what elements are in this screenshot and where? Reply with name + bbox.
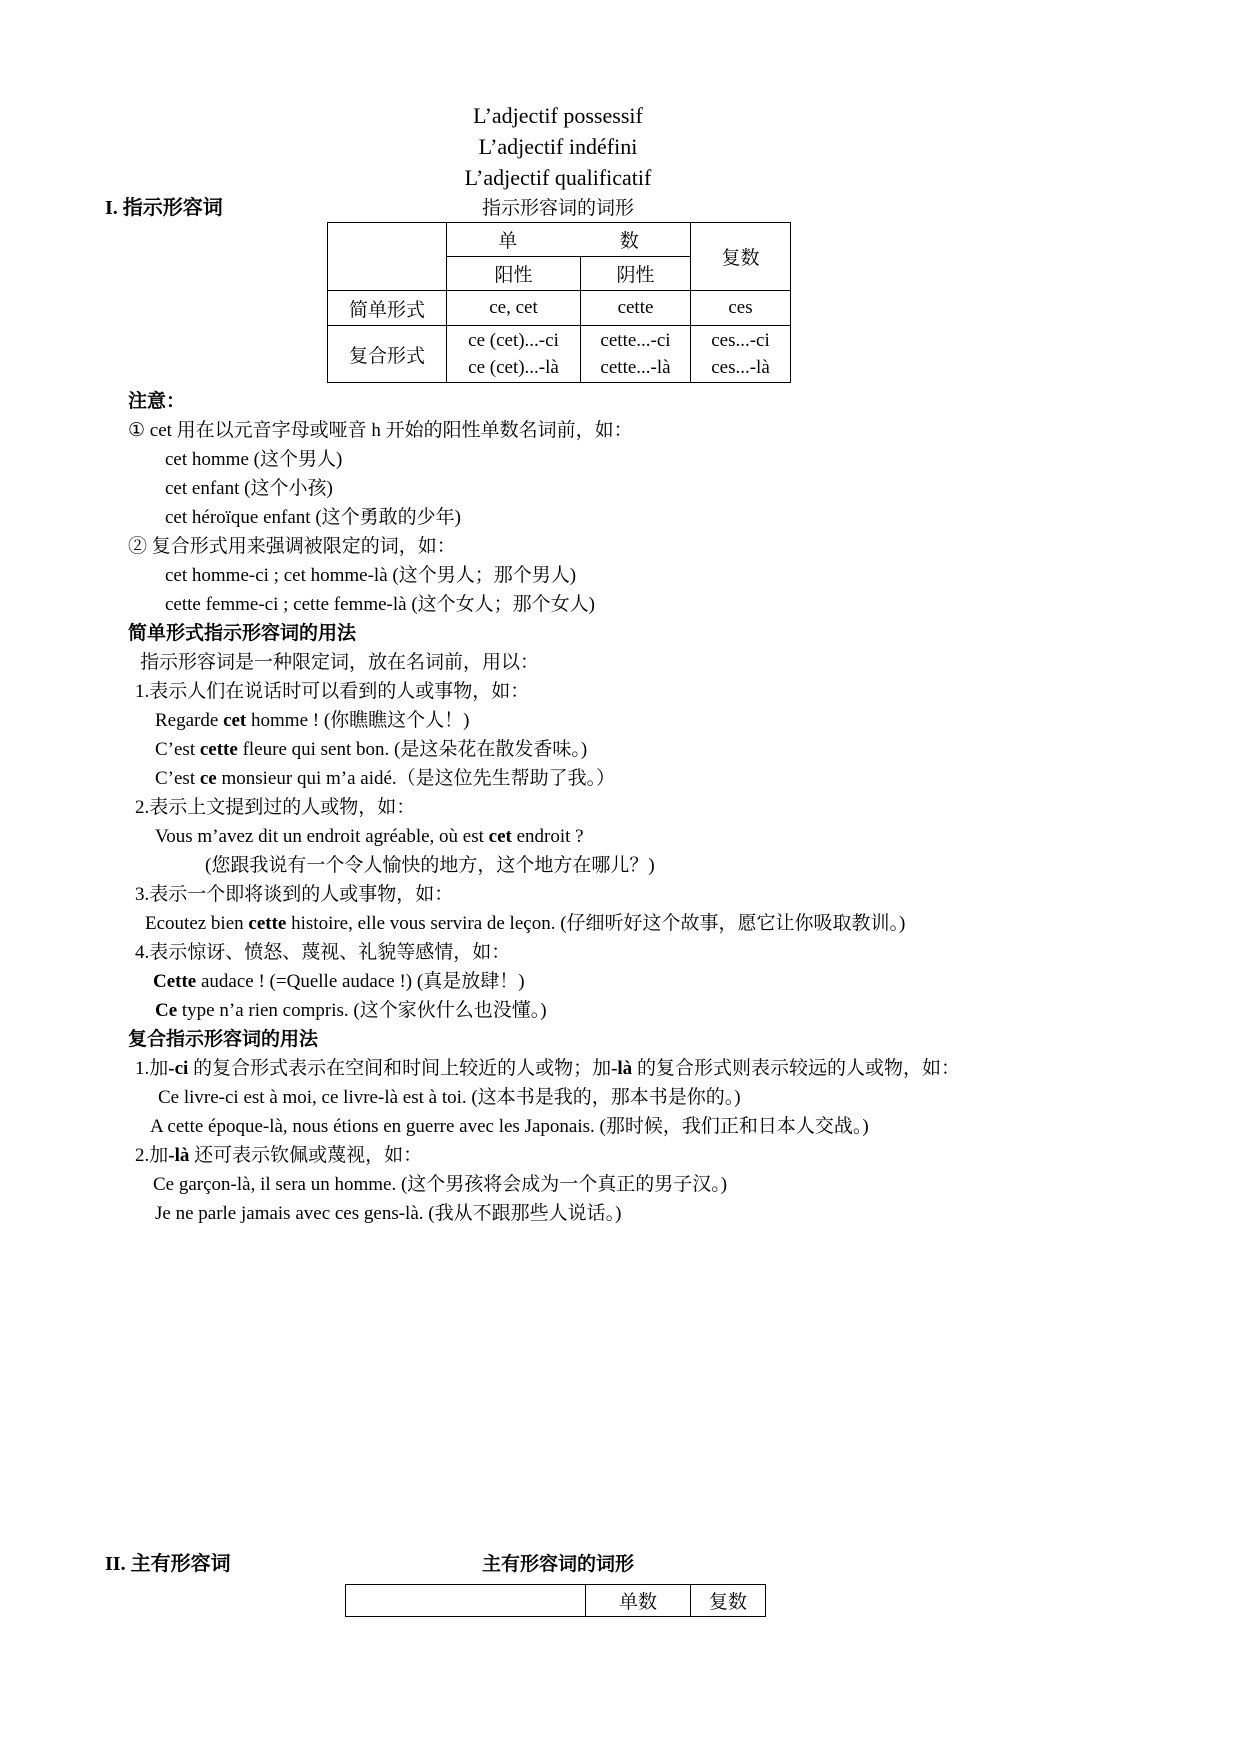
section1-heading: I. 指示形容词	[105, 197, 223, 219]
table1-plural-header: 复数	[691, 223, 791, 291]
bold-run: -là	[611, 1058, 633, 1079]
text-line	[105, 1025, 1241, 1054]
bold-run: -ci	[168, 1058, 189, 1079]
text-line	[105, 474, 1241, 503]
text-line	[105, 1199, 1241, 1228]
text-line	[105, 416, 1241, 445]
bold-run: ce	[199, 768, 217, 789]
table1-masculine-header: 阳性	[447, 257, 581, 291]
text-line	[105, 793, 1241, 822]
compound-fem-ci: cette...-ci	[600, 330, 671, 351]
table2-plural-header: 复数	[691, 1585, 766, 1617]
text-run: cet homme-ci ; cet homme-là (这个男人；那个男人)	[165, 565, 577, 586]
text-run: fleure qui sent bon. (是这朵花在散发香味。)	[237, 739, 588, 760]
text-run: audace ! (=Quelle audace !) (真是放肆！)	[196, 971, 525, 992]
text-line	[105, 735, 1241, 764]
bold-run: 注意：	[128, 391, 186, 412]
doc-title-line-2: L’adjectif indéfini	[478, 134, 638, 159]
table1-singular-header	[447, 223, 691, 257]
text-run: (您跟我说有一个令人愉快的地方，这个地方在哪儿？)	[205, 855, 655, 876]
text-line	[105, 387, 1241, 416]
singular-label-part: 数	[619, 231, 639, 252]
simple-form-label: 简单形式	[328, 291, 447, 326]
compound-fem-la: cette...-là	[600, 357, 671, 378]
bold-run: cette	[199, 739, 238, 760]
table2-corner-cell	[346, 1585, 586, 1617]
bold-run: cet	[223, 710, 247, 731]
text-run: Regarde	[155, 710, 224, 731]
title-block	[105, 100, 1011, 193]
text-run: 的复合形式则表示较远的人或物，如：	[632, 1058, 960, 1079]
text-run: cet héroïque enfant (这个勇敢的少年)	[165, 507, 461, 528]
compound-plural-ci: ces...-ci	[711, 330, 770, 351]
bold-run: Cette	[153, 971, 197, 992]
text-line	[105, 677, 1241, 706]
text-run: Ce livre-ci est à moi, ce livre-là est à toi. (这本书是我的，那本书是你的。)	[158, 1087, 741, 1108]
singular-label-part: 单	[498, 231, 518, 252]
simple-masc-cell: ce, cet	[447, 291, 581, 326]
bold-run: 简单形式指示形容词的用法	[128, 623, 357, 644]
bold-run: -là	[168, 1145, 190, 1166]
table-row	[328, 326, 791, 383]
text-line	[105, 503, 1241, 532]
text-line	[105, 590, 1241, 619]
bold-run: cet	[488, 826, 512, 847]
text-line	[105, 1112, 1241, 1141]
text-run: 4.表示惊讶、愤怒、蔑视、礼貌等感情，如：	[135, 942, 511, 963]
text-line	[105, 967, 1241, 996]
simple-fem-cell: cette	[581, 291, 691, 326]
text-run: Ce garçon-là, il sera un homme. (这个男孩将会成为一个真正的男子汉。)	[153, 1174, 728, 1195]
text-line	[105, 996, 1241, 1025]
text-line	[105, 1141, 1241, 1170]
text-run: cet enfant (这个小孩)	[165, 478, 333, 499]
text-line	[105, 532, 1241, 561]
table-row	[328, 291, 791, 326]
text-run: 的复合形式表示在空间和时间上较近的人或物；加	[188, 1058, 612, 1079]
text-run: endroit ?	[511, 826, 584, 847]
text-run: monsieur qui m’a aidé.（是这位先生帮助了我。）	[216, 768, 616, 789]
section2-heading: II. 主有形容词	[105, 1553, 231, 1575]
compound-masc-ci: ce (cet)...-ci	[468, 330, 559, 351]
body-text	[105, 387, 1241, 1228]
text-run: cet homme (这个男人)	[165, 449, 343, 470]
text-run: C’est	[155, 768, 200, 789]
text-run: cette femme-ci ; cette femme-là (这个女人；那个女人)	[165, 594, 595, 615]
table1-feminine-header: 阴性	[581, 257, 691, 291]
table1-corner-cell	[328, 223, 447, 291]
table1-caption: 指示形容词的词形	[481, 198, 635, 219]
demonstrative-adjective-forms-table	[327, 222, 791, 383]
text-run: 指示形容词是一种限定词，放在名词前，用以：	[140, 652, 540, 673]
text-line	[105, 909, 1241, 938]
text-run: Ecoutez bien	[145, 913, 249, 934]
text-run: C’est	[155, 739, 200, 760]
text-run: 1.表示人们在说话时可以看到的人或事物，如：	[135, 681, 530, 702]
bold-run: cette	[248, 913, 287, 934]
section2-heading-row	[105, 1551, 1011, 1578]
compound-masc-la: ce (cet)...-là	[468, 357, 559, 378]
text-run: Je ne parle jamais avec ces gens-là. (我从不跟那些人说话。)	[155, 1203, 622, 1224]
compound-form-label: 复合形式	[328, 326, 447, 383]
table-row	[346, 1585, 766, 1617]
text-run: ② 复合形式用来强调被限定的词，如：	[128, 536, 456, 557]
text-run: 2.加	[135, 1145, 169, 1166]
compound-fem-cell	[581, 326, 691, 383]
simple-plural-cell: ces	[691, 291, 791, 326]
doc-title-line-3: L’adjectif qualificatif	[464, 165, 652, 190]
text-line	[105, 1170, 1241, 1199]
text-line	[105, 648, 1241, 677]
table2-caption: 主有形容词的词形	[481, 1554, 635, 1575]
text-line	[105, 938, 1241, 967]
text-line	[105, 822, 1241, 851]
table2-singular-header: 单数	[586, 1585, 691, 1617]
compound-plural-cell	[691, 326, 791, 383]
bold-run: 复合指示形容词的用法	[128, 1029, 319, 1050]
possessive-adjective-forms-table	[345, 1584, 766, 1617]
text-line	[105, 619, 1241, 648]
text-run: homme ! (你瞧瞧这个人！)	[246, 710, 470, 731]
text-line	[105, 764, 1241, 793]
text-run: type n’a rien compris. (这个家伙什么也没懂。)	[177, 1000, 547, 1021]
text-run: 3.表示一个即将谈到的人或事物，如：	[135, 884, 454, 905]
text-line	[105, 851, 1241, 880]
section1-heading-row	[105, 195, 1011, 222]
text-line	[105, 706, 1241, 735]
text-run: A cette époque-là, nous étions en guerre avec les Japonais. (那时候，我们正和日本人交战。)	[150, 1116, 869, 1137]
text-line	[105, 445, 1241, 474]
text-run: ① cet 用在以元音字母或哑音 h 开始的阳性单数名词前，如：	[128, 420, 633, 441]
text-run: 1.加	[135, 1058, 169, 1079]
bold-run: Ce	[155, 1000, 178, 1021]
text-run: 还可表示钦佩或蔑视，如：	[189, 1145, 423, 1166]
compound-plural-la: ces...-là	[711, 357, 770, 378]
text-run: Vous m’avez dit un endroit agréable, où est	[155, 826, 489, 847]
text-line	[105, 1083, 1241, 1112]
text-run: histoire, elle vous servira de leçon. (仔细听好这个故事，愿它让你吸取教训。)	[286, 913, 906, 934]
text-line	[105, 1054, 1241, 1083]
text-line	[105, 561, 1241, 590]
compound-masc-cell	[447, 326, 581, 383]
text-run: 2.表示上文提到过的人或物，如：	[135, 797, 416, 818]
doc-title-line-1: L’adjectif possessif	[473, 103, 643, 128]
text-line	[105, 880, 1241, 909]
